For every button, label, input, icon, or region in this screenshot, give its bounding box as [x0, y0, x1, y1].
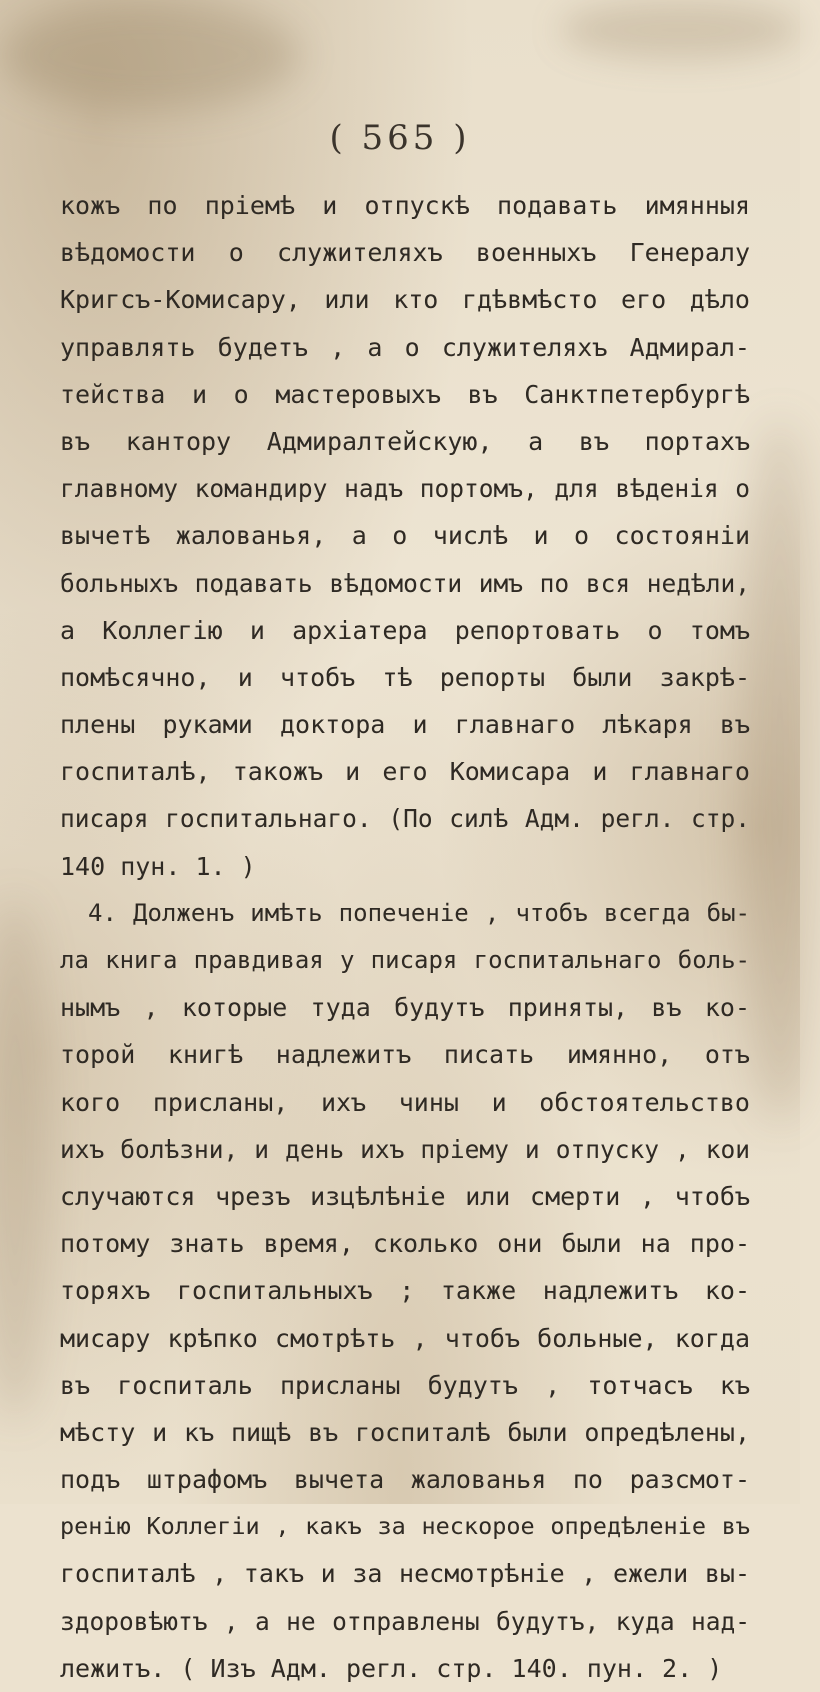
text-line: Кригсъ-Комисару, или кто гдѣвмѣсто его дѣло	[60, 285, 750, 315]
paper-stain	[740, 420, 820, 1120]
text-line: тейства и о мастеровыхъ въ Санктпетербургѣ	[60, 379, 750, 409]
text-line: мѣсту и къ пищѣ въ госпиталѣ были опредѣлены,	[60, 1417, 750, 1447]
text-line: случаются чрезъ изцѣлѣніе или смерти , чтобъ	[60, 1181, 750, 1211]
text-line: писаря госпитальнаго. (По силѣ Адм. регл. стр.	[60, 804, 750, 834]
text-line: мисару крѣпко смотрѣть , чтобъ больные, когда	[60, 1323, 750, 1353]
text-line: вычетѣ жалованья, а о числѣ и о состояніи	[60, 521, 750, 551]
text-line: въ госпиталь присланы будутъ , тотчасъ къ	[60, 1370, 750, 1400]
text-line: кого присланы, ихъ чины и обстоятельство	[60, 1087, 750, 1117]
text-line: а Коллегію и архіатера репортовать о томъ	[60, 615, 750, 645]
page-number: ( 565 )	[329, 118, 471, 158]
text-line: плены руками доктора и главнаго лѣкаря въ	[60, 710, 750, 740]
paper-stain	[0, 900, 50, 1420]
paragraph-start-line: 4. Долженъ имѣть попеченіе , чтобъ всегда бы-	[88, 898, 750, 927]
text-line: въ кантору Адмиралтейскую, а въ портахъ	[60, 426, 750, 456]
text-line: ла книга правдивая у писаря госпитальнаго боль-	[60, 946, 750, 974]
text-line: лежитъ. ( Изъ Адм. регл. стр. 140. пун. 2. )	[60, 1653, 723, 1683]
text-line: торой книгѣ надлежитъ писать имянно, отъ	[60, 1040, 750, 1070]
text-line: вѣдомости о служителяхъ военныхъ Генералу	[60, 238, 750, 268]
text-line: помѣсячно, и чтобъ тѣ репорты были закрѣ-	[60, 662, 750, 692]
text-line: потому знать время, сколько они были на про-	[60, 1229, 750, 1259]
text-line: здоровѣютъ , а не отправлены будутъ, куда над-	[60, 1606, 750, 1636]
text-line: главному командиру надъ портомъ, для вѣденія о	[60, 474, 750, 504]
text-line: больныхъ подавать вѣдомости имъ по вся недѣли,	[60, 568, 750, 598]
text-line: нымъ , которые туда будутъ приняты, въ ко-	[60, 993, 750, 1023]
text-line: госпиталѣ, такожъ и его Комисара и главнаго	[60, 757, 750, 787]
paper-stain	[560, 0, 800, 60]
text-line: госпиталѣ , такъ и за несмотрѣніе , ежели вы-	[60, 1559, 750, 1589]
text-line: ренію Коллегіи , какъ за нескорое опредѣленіе въ	[60, 1512, 750, 1541]
text-line: кожъ по пріемѣ и отпускѣ подавать имянныя	[60, 191, 750, 220]
text-line: торяхъ госпитальныхъ ; также надлежитъ ко-	[60, 1276, 750, 1306]
body-text	[60, 182, 750, 1692]
text-line: ихъ болѣзни, и день ихъ пріему и отпуску , кои	[60, 1134, 750, 1164]
paper-stain	[0, 0, 300, 110]
text-line: управлять будетъ , а о служителяхъ Адмирал-	[60, 332, 750, 362]
text-line: 140 пун. 1. )	[60, 851, 256, 881]
text-line: подъ штрафомъ вычета жалованья по разсмот-	[60, 1465, 750, 1495]
